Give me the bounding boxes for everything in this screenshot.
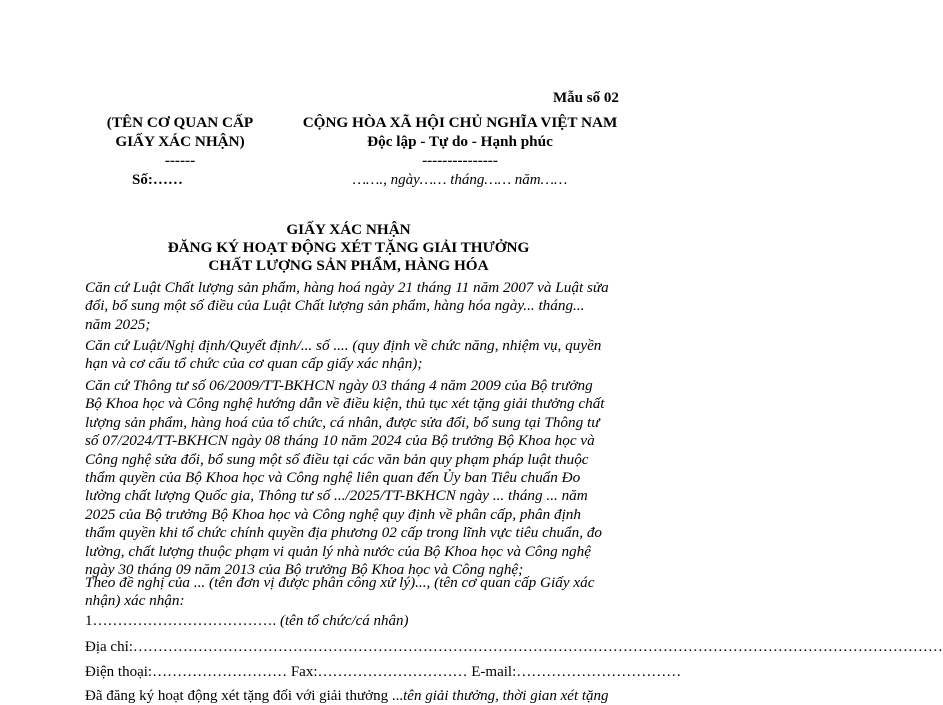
title-line2: ĐĂNG KÝ HOẠT ĐỘNG XÉT TẶNG GIẢI THƯỞNG: [167, 239, 530, 256]
title-line1: GIẤY XÁC NHẬN: [286, 221, 411, 238]
address-field: [85, 639, 943, 656]
republic-header: [290, 113, 630, 170]
agency-rule: ------: [164, 152, 196, 169]
fax-label: Fax:: [290, 664, 318, 680]
registered-prefix: Đã đăng ký hoạt động xét tặng đối với giải thưởng ...: [85, 688, 404, 704]
item1-hint: (tên tổ chức/cá nhân): [280, 613, 409, 629]
proposal-paragraph: Theo đề nghị của ... (tên đơn vị được phân công xử lý)..., (tên cơ quan cấp Giấy xác nhận) xác nhận:: [85, 574, 595, 610]
address-label: Địa chỉ:: [85, 639, 133, 655]
document-title: [85, 221, 612, 275]
title-line3: CHẤT LƯỢNG SẢN PHẨM, HÀNG HÓA: [208, 257, 489, 274]
document-date: ……., ngày…… tháng…… năm……: [352, 172, 568, 188]
phone-label: Điện thoại:: [85, 664, 153, 680]
organization-name-field: [85, 613, 612, 630]
fax-dots: …………………………: [317, 664, 472, 680]
item1-dots: 1……………………………….: [85, 613, 277, 629]
republic-motto: Độc lập - Tự do - Hạnh phúc: [367, 133, 553, 150]
agency-header: [100, 113, 260, 170]
republic-title: CỘNG HÒA XÃ HỘI CHỦ NGHĨA VIỆT NAM: [302, 114, 618, 131]
address-dots: ………………………………………………………………………………………………………………………………………………: [132, 639, 943, 655]
email-label: E-mail:: [471, 664, 517, 680]
agency-line2: GIẤY XÁC NHẬN): [115, 133, 245, 150]
document-number: Số:……: [132, 172, 183, 188]
legal-basis-paragraph-3: Căn cứ Thông tư số 06/2009/TT-BKHCN ngày 03 tháng 4 năm 2009 của Bộ trưởng Bộ Khoa học và Công nghệ hướng dẫn về điều kiện, thủ tục xét tặng giải thưởng chất lượng sản phẩm, hàng hoá của tổ chức, cá nhân, được sửa đổi, bổ sung tại Thông tư số 07/2024/TT-BKHCN ngày 08 tháng 10 năm 2024 của Bộ trưởng Bộ Khoa học và Công nghệ sửa đổi, bổ sung một số điều tại các văn bản quy phạm pháp luật thuộc thẩm quyền của Bộ Khoa học và Công nghệ liên quan đến Ủy ban Tiêu chuẩn Đo lường chất lượng Quốc gia, Thông tư số .../2025/TT-BKHCN ngày ... tháng ... năm 2025 của Bộ trưởng Bộ Khoa học và Công nghệ quy định về phân cấp, phân định thẩm quyền khi tổ chức chính quyền địa phương 02 cấp trong lĩnh vực tiêu chuẩn, đo lường, chất lượng thuộc phạm vi quản lý nhà nước của Bộ Khoa học và Công nghệ ngày 30 tháng 09 năm 2013 của Bộ trưởng Bộ Khoa học và Công nghệ;: [85, 377, 605, 579]
republic-rule: ---------------: [422, 152, 498, 169]
legal-basis-paragraph-1: Căn cứ Luật Chất lượng sản phẩm, hàng hoá ngày 21 tháng 11 năm 2007 và Luật sửa đổi, bổ sung một số điều của Luật Chất lượng sản phẩm, hàng hóa ngày... tháng... năm 2025;: [85, 279, 609, 333]
agency-line1: (TÊN CƠ QUAN CẤP: [106, 114, 254, 131]
registered-hint: tên giải thưởng, thời gian xét tặng: [403, 688, 609, 704]
phone-dots: ………………………: [152, 664, 291, 680]
registered-award-field: [85, 688, 612, 705]
email-dots: ……………………………: [516, 664, 682, 680]
contact-field: [85, 664, 682, 681]
legal-basis-paragraph-2: Căn cứ Luật/Nghị định/Quyết định/... số .... (quy định về chức năng, nhiệm vụ, quyền hạn và cơ cấu tổ chức của cơ quan cấp giấy xác nhận);: [85, 337, 602, 373]
form-number: Mẫu số 02: [553, 90, 619, 106]
